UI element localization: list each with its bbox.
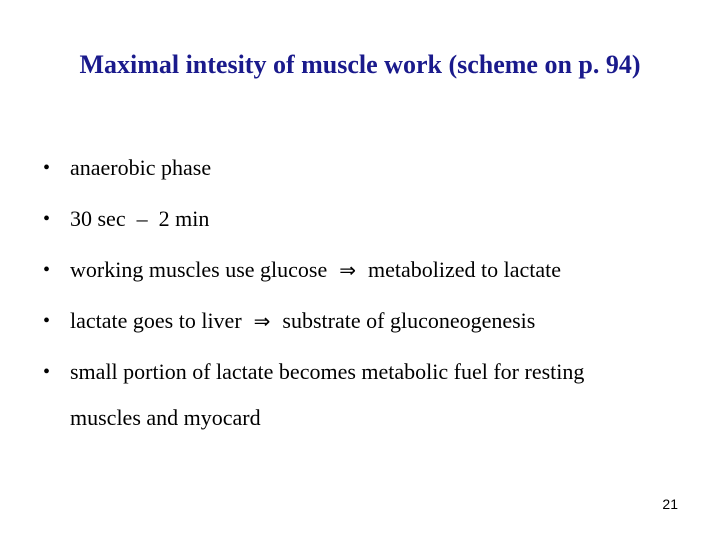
bullet-list <box>43 145 683 441</box>
implies-arrow-icon: ⇒ <box>253 309 271 333</box>
bullet-icon: • <box>43 310 51 332</box>
bullet-text-before: lactate goes to liver <box>70 308 242 333</box>
bullet-item-metabolic-fuel <box>43 349 683 441</box>
bullet-text-line-2: muscles and myocard <box>70 405 261 430</box>
slide-title: Maximal intesity of muscle work (scheme on p. 94) <box>79 50 641 79</box>
bullet-icon: • <box>43 157 51 179</box>
bullet-text: 30 sec – 2 min <box>70 206 210 231</box>
bullet-text-after: metabolized to lactate <box>368 257 562 282</box>
implies-arrow-icon: ⇒ <box>339 258 356 282</box>
bullet-text-before: working muscles use glucose <box>70 257 328 282</box>
bullet-icon: • <box>43 208 51 230</box>
bullet-item-glucose <box>43 247 683 298</box>
bullet-icon: • <box>43 259 51 281</box>
bullet-item-lactate-liver <box>43 298 683 349</box>
bullet-text: anaerobic phase <box>70 155 212 180</box>
bullet-text-after: substrate of gluconeogenesis <box>282 308 536 333</box>
bullet-item-anaerobic-phase <box>43 145 683 196</box>
bullet-item-duration <box>43 196 683 247</box>
page-number: 21 <box>662 496 678 512</box>
bullet-text-line-1: small portion of lactate becomes metabolic fuel for resting <box>70 359 585 384</box>
bullet-icon: • <box>43 361 51 383</box>
